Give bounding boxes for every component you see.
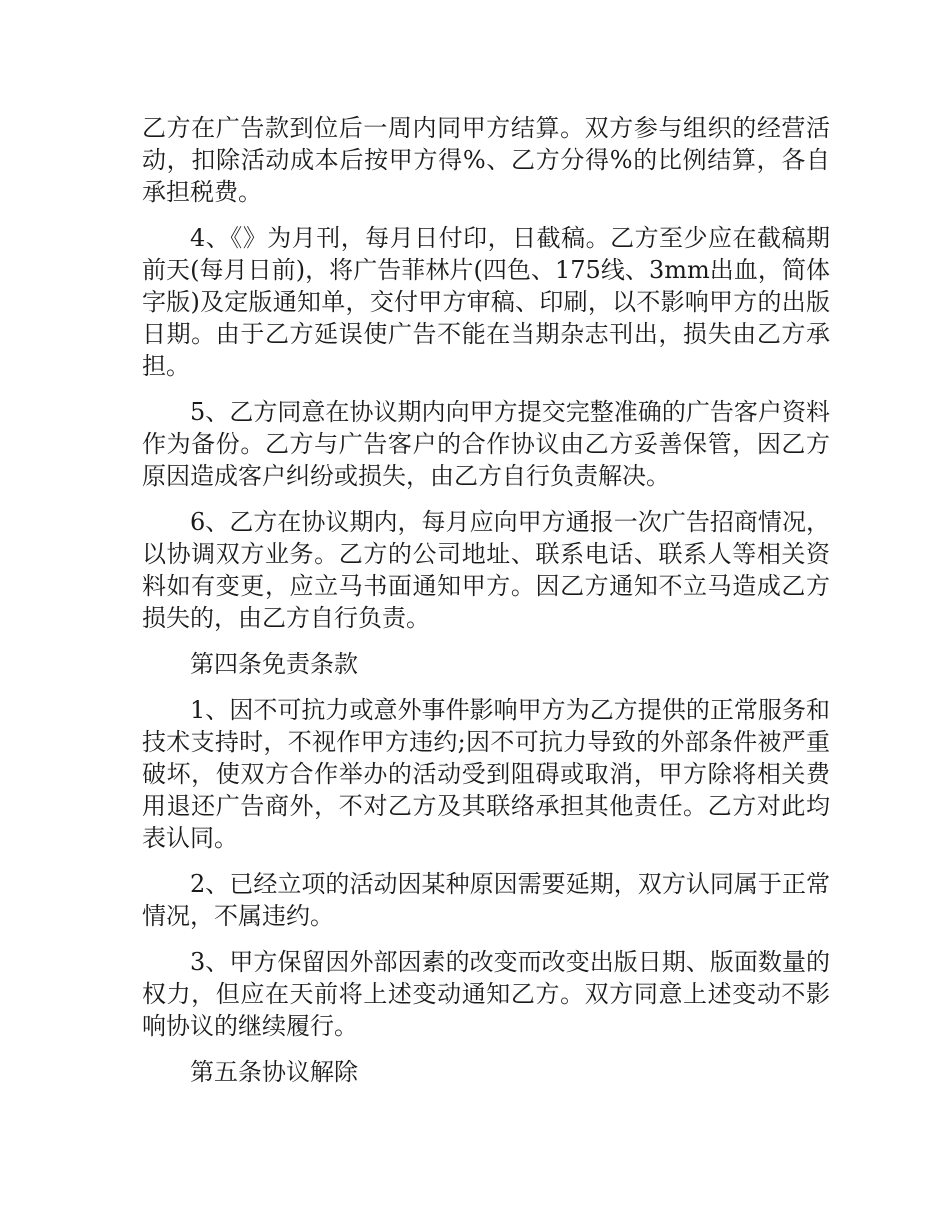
paragraph-clause-4: 4、《》为月刊，每月日付印，日截稿。乙方至少应在截稿期前天(每月日前)，将广告菲林片(四色、175线、3mm出血，简体字版)及定版通知单，交付甲方审稿、印刷，以不影响甲方的出版日期。由于乙方延误使广告不能在当期杂志刊出，损失由乙方承担。: [142, 224, 830, 380]
paragraph-clause-5: 5、乙方同意在协议期内向甲方提交完整准确的广告客户资料作为备份。乙方与广告客户的合作协议由乙方妥善保管，因乙方原因造成客户纠纷或损失，由乙方自行负责解决。: [142, 398, 830, 490]
paragraph-settlement: 乙方在广告款到位后一周内同甲方结算。双方参与组织的经营活动，扣除活动成本后按甲方得%、乙方分得%的比例结算，各自承担税费。: [142, 114, 830, 206]
section-heading-article-4: 第四条免责条款: [190, 650, 358, 678]
paragraph-exemption-2: 2、已经立项的活动因某种原因需要延期，双方认同属于正常情况，不属违约。: [142, 870, 830, 930]
paragraph-clause-6: 6、乙方在协议期内，每月应向甲方通报一次广告招商情况，以协调双方业务。乙方的公司地址、联系电话、联系人等相关资料如有变更，应立马书面通知甲方。因乙方通知不立马造成乙方损失的，由乙方自行负责。: [142, 508, 830, 632]
paragraph-exemption-3: 3、甲方保留因外部因素的改变而改变出版日期、版面数量的权力，但应在天前将上述变动通知乙方。双方同意上述变动不影响协议的继续履行。: [142, 948, 830, 1040]
paragraph-exemption-1: 1、因不可抗力或意外事件影响甲方为乙方提供的正常服务和技术支持时，不视作甲方违约;因不可抗力导致的外部条件被严重破坏，使双方合作举办的活动受到阻碍或取消，甲方除将相关费用退还广告商外，不对乙方及其联络承担其他责任。乙方对此均表认同。: [142, 696, 830, 852]
document-page: [142, 112, 830, 1102]
section-heading-article-5: 第五条协议解除: [190, 1058, 358, 1086]
